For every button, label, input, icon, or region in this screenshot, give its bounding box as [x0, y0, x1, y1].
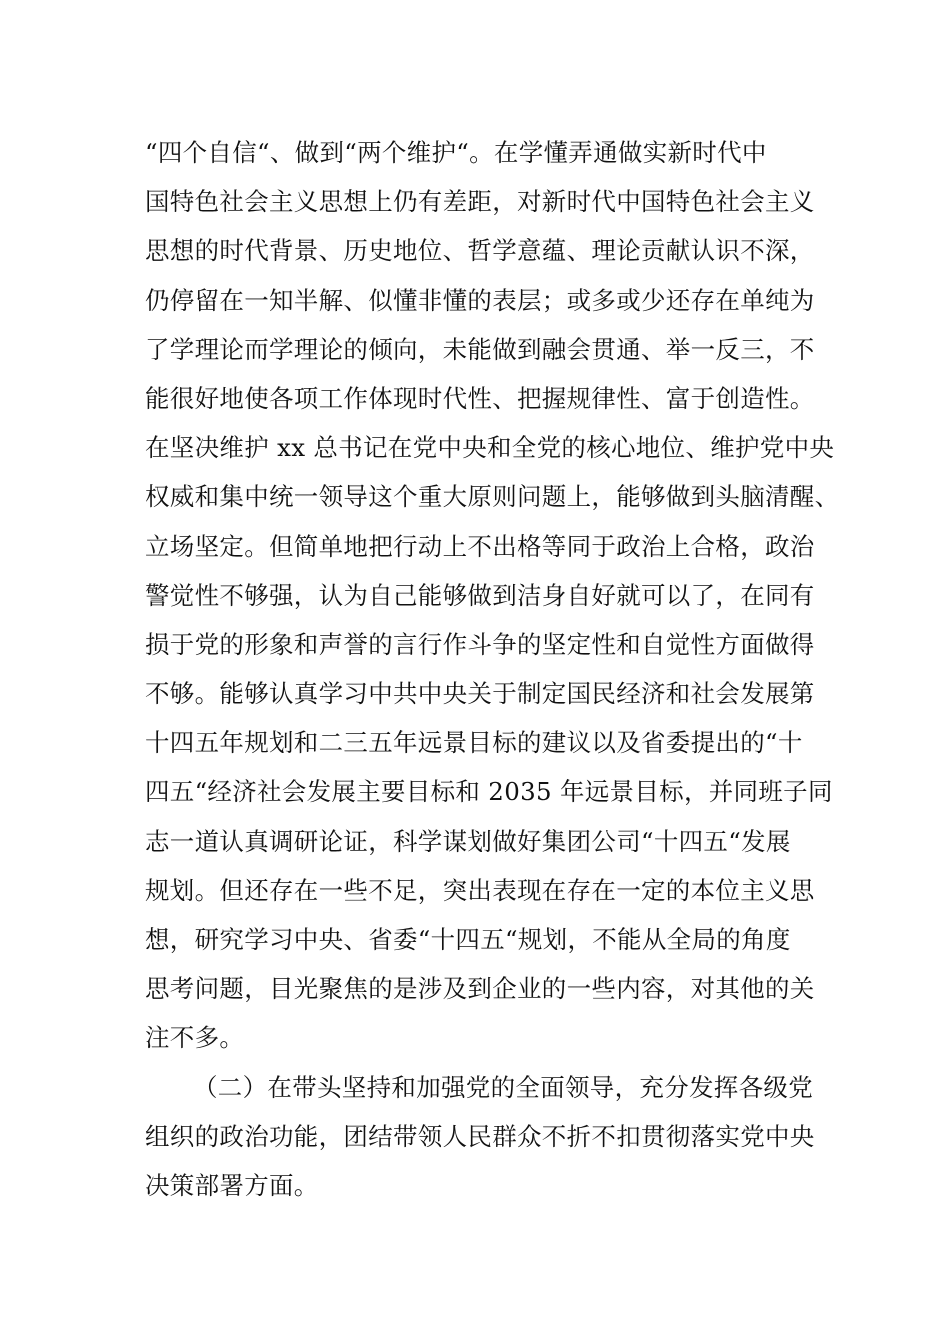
- text-line: 不够。能够认真学习中共中央关于制定国民经济和社会发展第: [145, 679, 815, 709]
- text-line: 仍停留在一知半解、似懂非懂的表层；或多或少还存在单纯为: [145, 285, 815, 315]
- text-line: 决策部署方面。: [145, 1170, 319, 1200]
- text-line: 注不多。: [145, 1023, 245, 1053]
- text-line: 组织的政治功能，团结带领人民群众不折不扣贯彻落实党中央: [145, 1121, 815, 1151]
- document-body: [145, 128, 840, 1210]
- text-line: “四个自信“、做到“两个维护“。在学懂弄通做实新时代中: [145, 138, 767, 167]
- paragraph-1: [145, 128, 840, 1063]
- text-line: 了学理论而学理论的倾向，未能做到融会贯通、举一反三，不: [145, 334, 815, 364]
- text-line: 思考问题，目光聚焦的是涉及到企业的一些内容，对其他的关: [145, 974, 815, 1004]
- text-line: 思想的时代背景、历史地位、哲学意蕴、理论贡献认识不深，: [145, 236, 815, 266]
- text-line: 能很好地使各项工作体现时代性、把握规律性、富于创造性。: [145, 383, 815, 413]
- text-line: 损于党的形象和声誉的言行作斗争的坚定性和自觉性方面做得: [145, 629, 815, 659]
- text-line: 在坚决维护 xx 总书记在党中央和全党的核心地位、维护党中央: [145, 433, 835, 463]
- text-line: 规划。但还存在一些不足，突出表现在存在一定的本位主义思: [145, 875, 815, 905]
- text-line: 国特色社会主义思想上仍有差距，对新时代中国特色社会主义: [145, 187, 815, 217]
- text-line: 想，研究学习中央、省委“十四五“规划，不能从全局的角度: [145, 925, 791, 954]
- text-line: 立场坚定。但简单地把行动上不出格等同于政治上合格，政治: [145, 531, 815, 561]
- text-line: 志一道认真调研论证，科学谋划做好集团公司“十四五“发展: [145, 826, 791, 856]
- text-line: 四五“经济社会发展主要目标和 2035 年远景目标，并同班子同: [145, 777, 833, 807]
- text-line: 十四五年规划和二三五年远景目标的建议以及省委提出的“十: [145, 728, 803, 758]
- text-line: 权威和集中统一领导这个重大原则问题上，能够做到头脑清醒、: [145, 482, 840, 512]
- section-heading-line: （二）在带头坚持和加强党的全面领导，充分发挥各级党: [193, 1072, 813, 1102]
- text-line: 警觉性不够强，认为自己能够做到洁身自好就可以了，在同有: [145, 580, 815, 610]
- paragraph-2: [145, 1063, 815, 1211]
